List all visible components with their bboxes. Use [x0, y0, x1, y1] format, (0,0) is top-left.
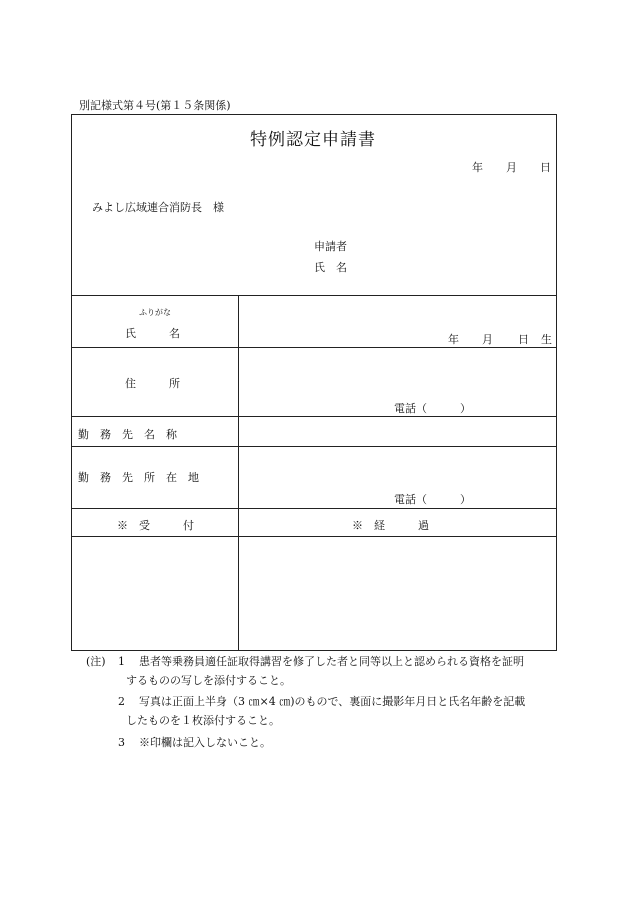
note-number: 2	[118, 695, 125, 708]
divider-name-row	[72, 347, 556, 348]
divider-header	[72, 295, 556, 296]
address-phone-label: 電話（ ）	[394, 402, 471, 415]
birth-day-label: 日	[518, 333, 529, 346]
note-text-continued: するものの写しを添付すること。	[126, 674, 291, 687]
divider-address-row	[72, 416, 556, 417]
note-text: 写真は正面上半身（3 ㎝×4 ㎝)のもので、裏面に撮影年月日と氏名年齢を記載	[139, 695, 526, 708]
form-title: 特例認定申請書	[250, 130, 376, 150]
name-label: 氏 名	[125, 327, 180, 340]
note-text-continued: したものを１枚添付すること。	[126, 714, 280, 727]
note-text: 患者等乗務員適任証取得講習を修了した者と同等以上と認められる資格を証明	[139, 655, 524, 668]
address-label: 住 所	[125, 377, 180, 390]
applicant-name-label: 氏 名	[314, 261, 347, 274]
date-year-label: 年	[472, 161, 483, 174]
divider-reception-row	[72, 536, 556, 537]
workplace-address-label: 勤 務 先 所 在 地	[78, 471, 199, 484]
divider-workplace-name-row	[72, 446, 556, 447]
applicant-label: 申請者	[314, 240, 347, 253]
progress-label: ※ 経 過	[352, 519, 429, 532]
workplace-name-label: 勤 務 先 名 称	[78, 428, 177, 441]
form-id: 別記様式第４号(第１５条関係)	[79, 99, 231, 112]
date-day-label: 日	[540, 161, 551, 174]
addressee: みよし広域連合消防長 様	[92, 201, 224, 214]
date-month-label: 月	[506, 161, 517, 174]
note-number: 3	[118, 736, 125, 749]
birth-year-label: 年	[448, 333, 459, 346]
reception-label: ※ 受 付	[117, 519, 194, 532]
workplace-phone-label: 電話（ ）	[394, 493, 471, 506]
note-text: ※印欄は記入しないこと。	[139, 736, 271, 749]
birth-suffix-label: 生	[541, 333, 552, 346]
note-number: 1	[118, 655, 125, 668]
notes-prefix: (注)	[86, 655, 106, 668]
furigana-label: ふりがな	[139, 308, 171, 317]
divider-workplace-address-row	[72, 508, 556, 509]
birth-month-label: 月	[482, 333, 493, 346]
column-divider	[238, 295, 239, 650]
